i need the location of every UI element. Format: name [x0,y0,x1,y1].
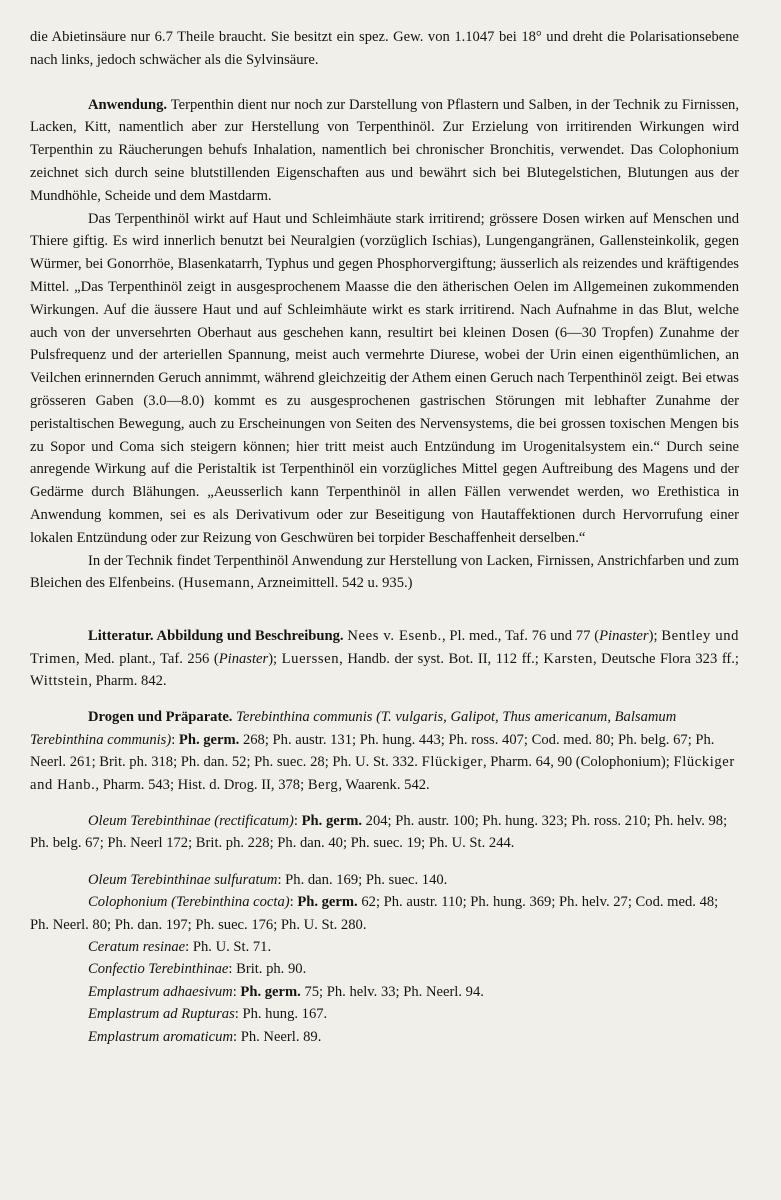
anwendung-text-3: In der Technik findet Terpenthinöl Anwendung zur Herstellung von Lacken, Firnissen, Anstrichfarben und zum Bleichen des Elfenbeins. ( [30,552,739,592]
anwendung-text-1: Terpenthin dient nur noch zur Darstellung von Pflastern und Salben, in der Technik zu Firnissen, Lacken, Kitt, namentlich aber zur Herstellung von Terpenthinöl. Zur Erzielung von irritirenden Wirkungen wird Terpenthin zu Räucherungen behufs Inhalation, namentlich bei chronischer Bronchitis, verwendet. Das Colophonium zeichnet sich durch seine blutstillenden Eigenschaften aus und bewährt sich bei Blutegelstichen, Blutungen aus der Mundhöhle, Scheide und dem Mastdarm. [30,96,739,204]
drug-sep: : [171,731,179,748]
drug-refs: 62; Ph. austr. 110; Ph. hung. 369; Ph. helv. 27; Cod. med. 48; Ph. Neerl. 80; Ph. dan. 197; Ph. suec. 176; Ph. U. St. 280. [30,894,719,933]
lit-text: , Handb. der syst. Bot. II, 112 ff.; [339,650,544,667]
drug-name: Emplastrum adhaesivum [88,983,233,1000]
drug-synonyms: (rectificatum) [214,812,294,829]
author-flueckiger: Flückiger [421,754,483,771]
drogen-sub-oleum-sulfuratum [30,869,739,891]
drogen-sub-emplastrum-rupturas [30,1003,739,1025]
anwendung-paragraph-1 [30,94,739,208]
author-berg: Berg [307,776,339,793]
intro-paragraph: die Abietinsäure nur 6.7 Theile braucht. Sie besitzt ein spez. Gew. von 1.1047 bei 18° und dreht die Polarisationsebene nach links, jedoch schwächer als die Sylvinsäure. [30,29,739,68]
drogen-entry-terebinthina [30,706,739,796]
anwendung-heading: Anwendung. [88,96,168,113]
author-nees: Nees v. Esenb. [347,628,442,645]
drug-refs: , Pharm. 543; Hist. d. Drog. II, 378; [95,776,308,793]
drug-refs: 204; Ph. austr. 100; Ph. hung. 323; Ph. ross. 210; Ph. helv. 98; Ph. belg. 67; Ph. Neerl 172; Brit. ph. 228; Ph. dan. 40; Ph. suec. 19; Ph. U. St. 244. [30,812,728,852]
litteratur-heading: Litteratur. Abbildung und Beschreibung. [88,628,344,645]
drug-name: Oleum Terebinthinae [88,812,211,829]
drug-refs: Ph. dan. 169; Ph. suec. 140. [285,871,448,888]
drug-sep: : [289,894,298,911]
drogen-heading: Drogen und Präparate. [88,709,233,726]
drogen-sub-emplastrum-aromaticum [30,1026,739,1048]
drug-refs: Ph. Neerl. 89. [240,1028,322,1045]
drug-refs: , Pharm. 64, 90 (Colophonium); [482,754,674,771]
anwendung-paragraph-3 [30,550,739,596]
drug-refs: Brit. ph. 90. [236,961,307,978]
lit-text: , Pharm. 842. [88,672,167,689]
drug-sep: : [234,1006,243,1023]
drug-sep: : [185,939,193,955]
lit-text: ); [268,650,282,667]
lit-text: , Pl. med., Taf. 76 und 77 ( [441,628,600,645]
ph-germ: Ph. germ. [297,894,358,911]
drogen-sub-confectio [30,958,739,980]
drogen-entry-oleum [30,810,739,855]
author-flueckiger-hanb: Flückiger and Hanb. [30,754,735,793]
drug-name: Terebinthina communis [236,709,373,726]
author-bentley: Bentley und Trimen [30,628,740,667]
lit-pinaster: Pinaster [599,628,649,645]
lit-text: , Deutsche Flora 323 ff.; [592,650,739,667]
lit-text: , Med. plant., Taf. 256 ( [76,650,219,667]
anwendung-paragraph-2: Das Terpenthinöl wirkt auf Haut und Schleimhäute stark irritirend; grössere Dosen wirken auf Menschen und Thiere giftig. Es wird innerlich benutzt bei Neuralgien (vorzüglich Ischias), Lungengangränen, Gallensteinkolik, gegen Würmer, bei Gonorrhöe, Blasenkatarrh, Typhus und gegen Phosphorvergiftung; äusserlich als reizendes und kräftigendes Mittel. „Das Terpenthinöl zeigt in ausgesprochenem Maasse die den ätherischen Oelen im Allgemeinen zukommenden Wirkungen. Auf die äussere Haut und auf Schleimhäute wirkt es stark irritirend. Nach Aufnahme in das Blut, welche auch von der unversehrten Oberhaut aus geschehen kann, resultirt bei kleinen Dosen (6—30 Tropfen) Zunahme der Pulsfrequenz und der arteriellen Spannung, meist auch vermehrte Diurese, wobei der Urin einen eigenthümlichen, an Veilchen erinnernden Geruch annimmt, während gleichzeitig der Athem einen Geruch nach Terpenthinöl zeigt. Bei etwas grösseren Gaben (3.0—8.0) kommt es zu ausgesprochenen gastrischen Störungen mit lebhafter Zunahme der peristaltischen Bewegung, auch zu Erscheinungen von Seiten des Nervensystems, die bei grossen toxischen Mengen bis zu Sopor und Coma sich steigern können; hier tritt meist auch Entzündung im Urogenitalsystem ein.“ Durch seine anregende Wirkung auf die Peristaltik ist Terpenthinöl ein vorzügliches Mittel gegen Auftreibung des Magens und der Gedärme durch Blähungen. „Aeusserlich kann Terpenthinöl in allen Fällen verwendet werden, wo Erethistica in Anwendung kommen, sei es als Derivativum oder zur Beseitigung von Hautaffektionen durch Hervorrufung einer lokalen Entzündung oder zur Reizung von Geschwüren bei torpider Beschaffenheit derselben.“ [30,210,739,546]
drug-sep: : [233,1028,241,1045]
drug-synonyms: (T. vulgaris, Galipot, Thus americanum, Balsamum Terebinthina communis) [30,709,677,748]
ph-germ: Ph. germ. [301,812,363,829]
author-wittstein: Wittstein [30,672,89,689]
drug-name: Ceratum resinae [88,939,186,955]
drogen-sub-ceratum [30,936,739,958]
author-husemann: Husemann [183,575,251,592]
ph-germ: Ph. germ. [240,983,301,1000]
drug-name: Oleum Terebinthinae sulfuratum [88,871,278,888]
anwendung-ref-3: , Arzneimittell. 542 u. 935.) [250,575,413,592]
drogen-sub-colophonium [30,891,739,936]
drug-sep: : [232,983,241,1000]
litteratur-paragraph [30,625,739,692]
drug-refs: , Waarenk. 542. [338,776,430,793]
lit-pinaster: Pinaster [218,650,269,667]
drug-sep: : [228,961,237,978]
drug-sep: : [277,871,286,888]
ph-germ: Ph. germ. [178,731,240,748]
drogen-sub-emplastrum-adhaesivum [30,981,739,1003]
drug-sep: : [293,812,302,829]
drug-refs: Ph. hung. 167. [242,1006,328,1023]
drug-name: Confectio Terebinthinae [88,961,229,978]
drug-name: Emplastrum ad Rupturas [88,1006,235,1023]
author-karsten: Karsten [543,650,593,667]
drug-name: Colophonium (Terebinthina cocta) [88,894,290,911]
drug-name: Emplastrum aromaticum [88,1028,233,1045]
drug-refs: 268; Ph. austr. 131; Ph. hung. 443; Ph. ross. 407; Cod. med. 80; Ph. belg. 67; Ph. Neerl. 261; Brit. ph. 318; Ph. dan. 52; Ph. suec. 28; Ph. U. St. 332. [30,731,715,771]
lit-text: ); [648,628,662,645]
drug-refs: 75; Ph. helv. 33; Ph. Neerl. 94. [300,983,484,1000]
drug-refs: Ph. U. St. 71. [192,939,272,955]
author-luerssen: Luerssen [281,650,340,667]
